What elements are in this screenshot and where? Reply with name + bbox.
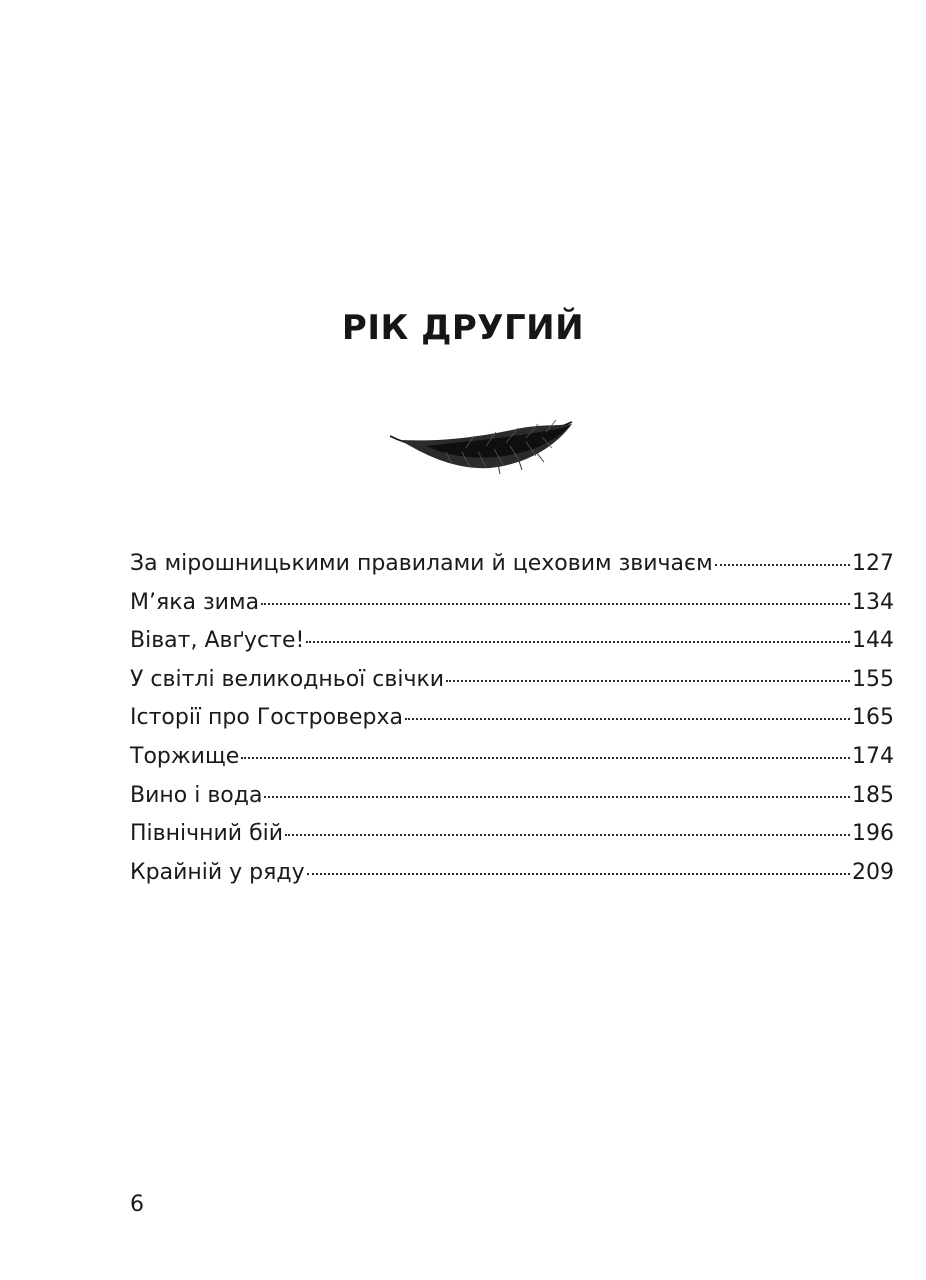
toc-entry[interactable] [130, 628, 894, 667]
dot-leader [405, 718, 850, 720]
dot-leader [261, 603, 850, 605]
toc-entry-title: Віват, Авґусте! [130, 628, 305, 654]
toc-entry-page: 134 [852, 589, 894, 615]
toc-entry[interactable] [130, 667, 894, 706]
toc-entry[interactable] [130, 783, 894, 822]
toc-entry-title: Крайній у ряду [130, 859, 305, 885]
section-title: РІК ДРУГИЙ [341, 308, 585, 348]
toc-entry-page: 165 [852, 705, 894, 731]
toc-entry[interactable] [130, 744, 894, 783]
toc-entry[interactable] [130, 590, 894, 629]
dot-leader [307, 873, 850, 875]
toc-entry-title: За мірошницькими правилами й цеховим звичаєм [130, 551, 713, 576]
toc-entry-title: М’яка зима [130, 589, 260, 615]
toc-entry-title: Торжище [130, 743, 240, 769]
dot-leader [285, 834, 850, 836]
toc-entry[interactable] [130, 860, 894, 899]
table-of-contents [130, 551, 894, 898]
toc-entry[interactable] [130, 821, 894, 860]
toc-entry-page: 155 [852, 666, 894, 692]
page-number: 6 [130, 1192, 144, 1217]
toc-entry-page: 144 [852, 628, 894, 654]
toc-entry-page: 127 [852, 551, 894, 576]
dot-leader [241, 757, 850, 759]
feather-icon [386, 410, 578, 480]
toc-entry-title: Історії про Гостроверха [130, 705, 404, 731]
toc-entry[interactable] [130, 551, 894, 590]
dot-leader [264, 796, 850, 798]
dot-leader [306, 641, 850, 643]
toc-entry-title: У світлі великодньої свічки [130, 666, 445, 692]
toc-entry-title: Вино і вода [130, 782, 263, 808]
toc-entry-page: 209 [852, 859, 894, 885]
toc-entry-title: Північний бій [130, 821, 284, 847]
dot-leader [446, 680, 850, 682]
toc-entry-page: 185 [852, 782, 894, 808]
toc-entry[interactable] [130, 705, 894, 744]
dot-leader [715, 564, 850, 566]
toc-entry-page: 174 [852, 743, 894, 769]
toc-entry-page: 196 [852, 821, 894, 847]
